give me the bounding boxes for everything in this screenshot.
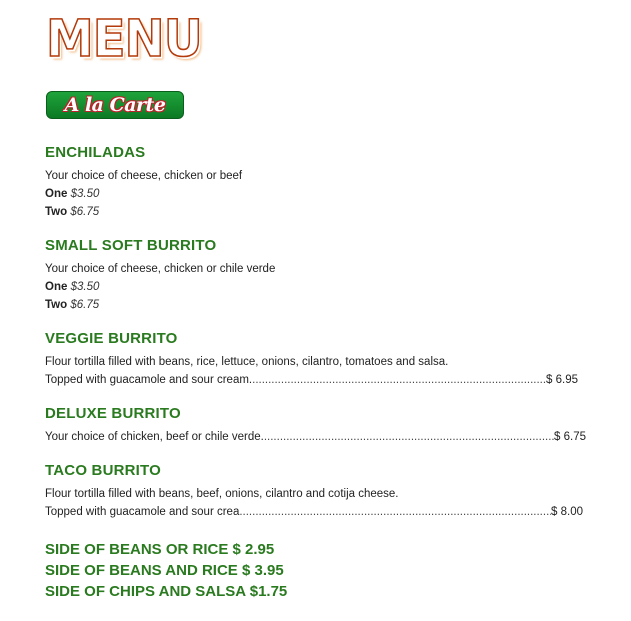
item-description: Your choice of cheese, chicken or beef bbox=[45, 170, 243, 182]
dot-leader bbox=[239, 503, 551, 521]
item-description: Flour tortilla filled with beans, rice, lettuce, onions, cilantro, tomatoes and salsa. bbox=[45, 356, 449, 368]
menu-item-deluxe-burrito bbox=[45, 405, 586, 446]
item-title: TACO BURRITO bbox=[45, 462, 162, 479]
item-price: $ 8.00 bbox=[551, 506, 583, 518]
item-price: $ 6.75 bbox=[554, 431, 586, 443]
menu-item-enchiladas bbox=[45, 144, 590, 221]
item-price-line bbox=[45, 428, 586, 446]
sides-list bbox=[45, 539, 287, 602]
a-la-carte-badge bbox=[46, 91, 184, 119]
item-title: VEGGIE BURRITO bbox=[45, 330, 178, 347]
item-description: Your choice of chicken, beef or chile verde. bbox=[45, 431, 264, 443]
item-option: Two $6.75 bbox=[45, 299, 100, 311]
item-option: One $3.50 bbox=[45, 188, 100, 200]
side-item-beans-or-rice: SIDE OF BEANS OR RICE $ 2.95 bbox=[45, 541, 275, 558]
dot-leader bbox=[264, 428, 554, 446]
dot-leader bbox=[252, 371, 546, 389]
item-description: Your choice of cheese, chicken or chile verde bbox=[45, 263, 276, 275]
menu-item-taco-burrito bbox=[45, 462, 583, 521]
item-price-line bbox=[45, 503, 583, 521]
item-title: ENCHILADAS bbox=[45, 144, 146, 161]
menu-item-small-soft-burrito bbox=[45, 237, 590, 314]
item-title: SMALL SOFT BURRITO bbox=[45, 237, 217, 254]
menu-item-veggie-burrito bbox=[45, 330, 578, 389]
item-title: DELUXE BURRITO bbox=[45, 405, 181, 422]
item-description: Flour tortilla filled with beans, beef, onions, cilantro and cotija cheese. bbox=[45, 488, 399, 500]
menu-title: MENU bbox=[46, 10, 202, 69]
item-description-cont: Topped with guacamole and sour cream. bbox=[45, 374, 253, 386]
item-price: $ 6.95 bbox=[546, 374, 578, 386]
side-item-chips-and-salsa: SIDE OF CHIPS AND SALSA $1.75 bbox=[45, 583, 288, 600]
item-description-cont: Topped with guacamole and sour crea bbox=[45, 506, 240, 518]
side-item-beans-and-rice: SIDE OF BEANS AND RICE $ 3.95 bbox=[45, 562, 284, 579]
item-option: Two $6.75 bbox=[45, 206, 100, 218]
a-la-carte-label: A la Carte bbox=[64, 94, 166, 116]
item-price-line bbox=[45, 371, 578, 389]
item-option: One $3.50 bbox=[45, 281, 100, 293]
